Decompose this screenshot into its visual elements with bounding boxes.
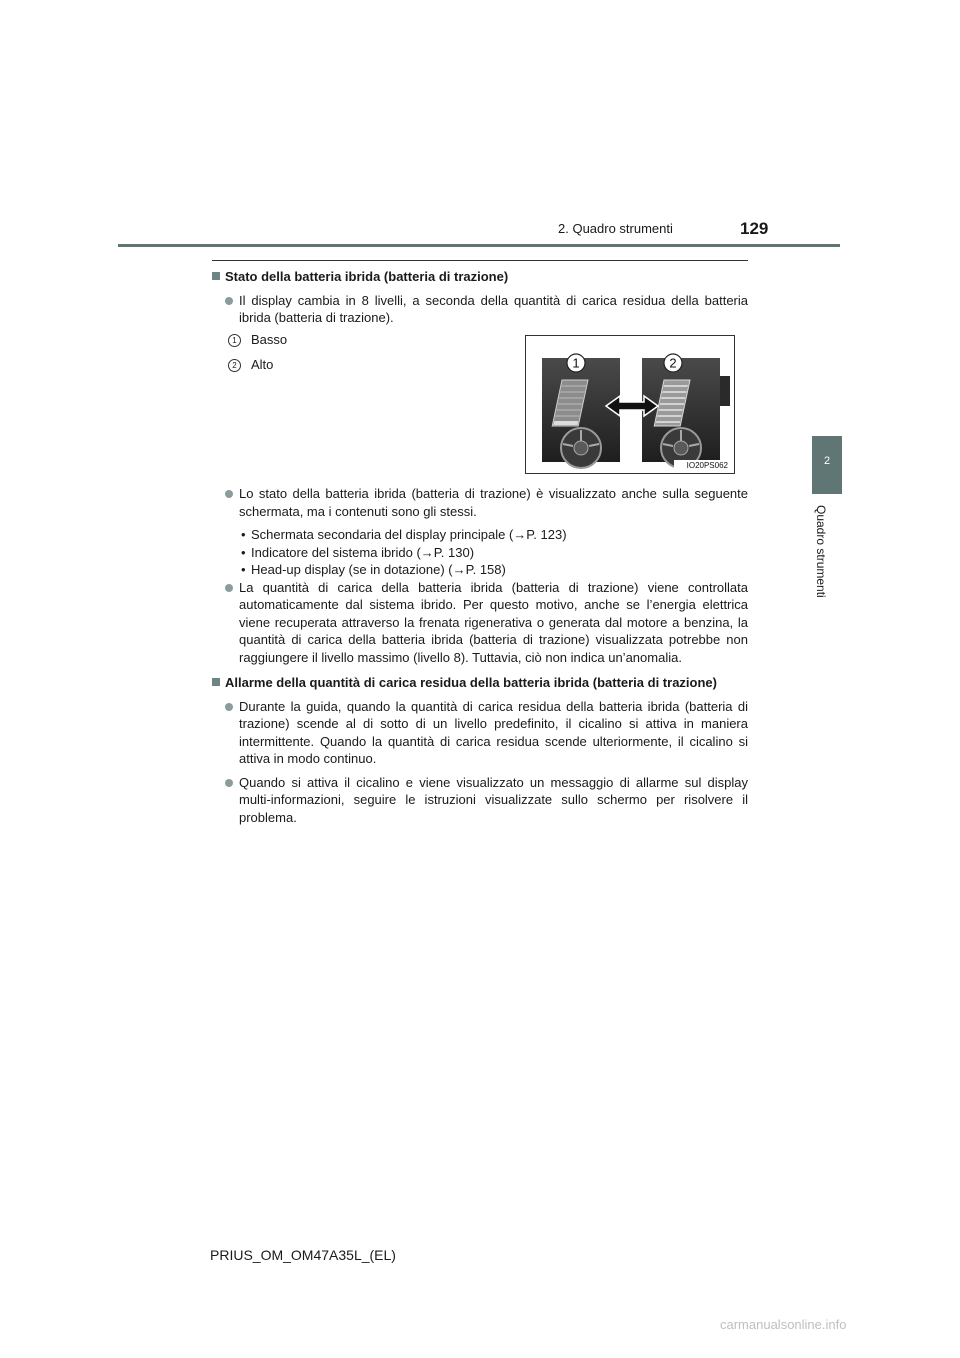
section-2-bullet-1: Durante la guida, quando la quantità di carica residua della batteria ibrida (batteria di trazione) scende al di sotto di un livello predefinito, il cicalino si attiva in maniera intermittente. Quando la quantità di carica residua scende ulteriormente, il cicalino si attiva in modo continuo. — [212, 698, 748, 768]
callout-number: 2 — [228, 359, 241, 372]
section-1-continued — [212, 485, 748, 826]
subitem-2: • Indicatore del sistema ibrido (→P. 130) — [212, 544, 748, 562]
callout-2: 2 — [669, 355, 677, 371]
subitem-3: • Head-up display (se in dotazione) (→P. 158) — [212, 561, 748, 579]
section-1-heading: Stato della batteria ibrida (batteria di trazione) — [212, 268, 748, 286]
chapter-tab-label: Quadro strumenti — [814, 505, 828, 598]
callout-number: 1 — [228, 334, 241, 347]
section-title: 2. Quadro strumenti — [558, 221, 673, 236]
callout-1: 1 — [572, 355, 580, 371]
battery-level-figure — [525, 335, 735, 474]
section-1-bullet-1: Il display cambia in 8 livelli, a seconda della quantità di carica residua della batteria ibrida (batteria di trazione). — [212, 292, 748, 327]
section-1-bullet-3: La quantità di carica della batteria ibrida (batteria di trazione) viene controllata automaticamente dal sistema ibrido. Per questo motivo, anche se l’energia elettrica viene recuperata attraverso la frenata rigenerativa o generata dal motore a benzina, la quantità di carica della batteria ibrida (batteria di trazione) visualizzata potrebbe non raggiungere il livello massimo (livello 8). Tuttavia, ciò non indica un’anomalia. — [212, 579, 748, 667]
chapter-tab-number: 2 — [823, 455, 831, 467]
content-top-rule — [212, 260, 748, 261]
item-label: Basso — [251, 332, 288, 347]
item-alto — [228, 357, 273, 372]
watermark: carmanualsonline.info — [720, 1317, 847, 1332]
figure-code: IO20PS062 — [686, 461, 728, 470]
section-1-intro — [212, 268, 748, 327]
section-2-bullet-2: Quando si attiva il cicalino e viene visualizzato un messaggio di allarme sul display multi-informazioni, seguire le istruzioni visualizzate sullo schermo per risolvere il problema. — [212, 774, 748, 827]
section-2-heading: Allarme della quantità di carica residua della batteria ibrida (batteria di trazione) — [212, 674, 748, 692]
header-rule — [118, 244, 840, 247]
footer-code: PRIUS_OM_OM47A35L_(EL) — [210, 1247, 396, 1263]
item-label: Alto — [251, 357, 274, 372]
subitem-1: • Schermata secondaria del display principale (→P. 123) — [212, 526, 748, 544]
page-number: 129 — [740, 219, 769, 238]
item-basso — [228, 332, 287, 347]
section-1-bullet-2: Lo stato della batteria ibrida (batteria di trazione) è visualizzato anche sulla seguente schermata, ma i contenuti sono gli stessi. — [212, 485, 748, 520]
battery-display-illustration — [526, 336, 734, 473]
